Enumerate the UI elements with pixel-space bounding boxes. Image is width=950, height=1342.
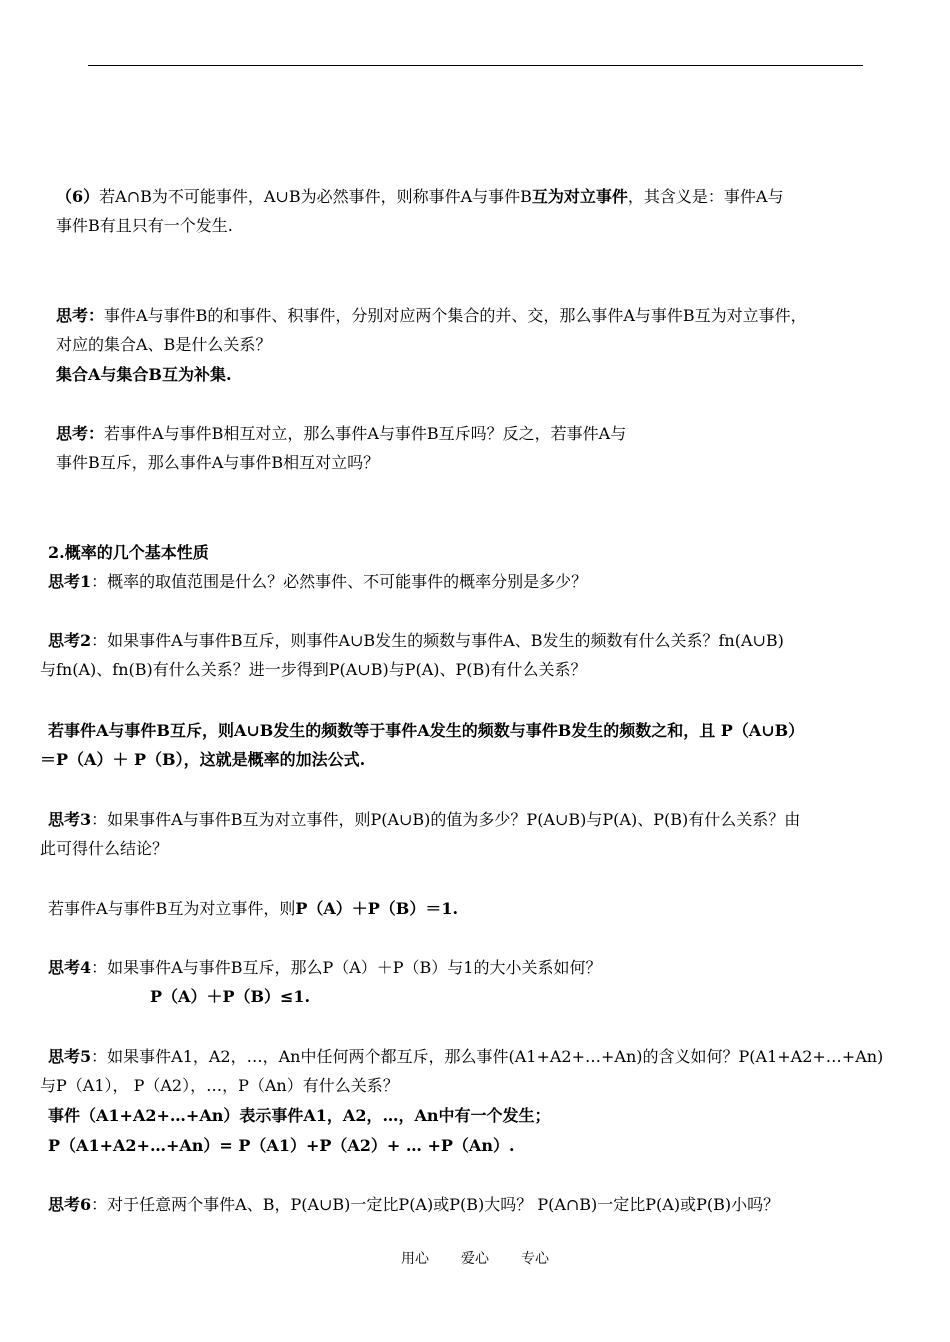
think5-answer1: 事件（A1+A2+…+An）表示事件A1，A2，…，An中有一个发生；: [48, 1106, 551, 1125]
think-complement-answer: 集合A与集合B互为补集.: [56, 365, 232, 384]
complement-formula: P（A）＋P（B）＝1.: [295, 899, 459, 918]
think5-label: 思考5: [48, 1047, 92, 1066]
addition-rule-line1: 若事件A与事件B互斥，则A∪B发生的频数等于事件A发生的频数与事件B发生的频数之和，且 P（A∪B）: [48, 721, 805, 740]
p6-line1: （6）若A∩B为不可能事件，A∪B为必然事件，则称事件A与事件B互为对立事件，其含义是：事件A与: [56, 187, 784, 206]
think3-answer: 若事件A与事件B互为对立事件，则P（A）＋P（B）＝1.: [48, 899, 459, 918]
footer-word: 爱心: [461, 1251, 489, 1267]
think2-label: 思考2: [48, 631, 92, 650]
think2-line2: 与fn(A)、fn(B)有什么关系？进一步得到P(A∪B)与P(A)、P(B)有什么关系？: [40, 660, 587, 679]
section-heading: 2.概率的几个基本性质: [48, 543, 209, 562]
think-label: 思考：: [56, 424, 105, 443]
think3-line1: 思考3：如果事件A与事件B互为对立事件，则P(A∪B)的值为多少？P(A∪B)与P(A)、P(B)有什么关系？由: [48, 810, 801, 829]
think3-label: 思考3: [48, 810, 92, 829]
think5-answer2: P（A1+A2+…+An）= P（A1）+P（A2）+ … +P（An）.: [48, 1136, 515, 1155]
think4: 思考4：如果事件A与事件B互斥，那么P（A）＋P（B）与1的大小关系如何？: [48, 958, 602, 977]
think6: 思考6：对于任意两个事件A、B，P(A∪B)一定比P(A)或P(B)大吗？ P(A∩B)一定比P(A)或P(B)小吗？: [48, 1195, 780, 1214]
header-rule: [88, 65, 863, 66]
think-label: 思考：: [56, 306, 105, 325]
think1-label: 思考1: [48, 572, 92, 591]
think-complement-line1: 思考：事件A与事件B的和事件、积事件，分别对应两个集合的并、交，那么事件A与事件B互为对立事件，: [56, 306, 807, 325]
think4-answer: P（A）＋P（B）≤1.: [150, 987, 311, 1006]
p6-line2: 事件B有且只有一个发生.: [56, 216, 233, 235]
think6-label: 思考6: [48, 1195, 92, 1214]
addition-rule-line2: ＝P（A）＋ P（B），这就是概率的加法公式.: [40, 750, 366, 769]
term-opposite-events: 互为对立事件: [531, 187, 628, 206]
think3-line2: 此可得什么结论？: [40, 839, 169, 858]
footer-word: 专心: [521, 1251, 549, 1267]
think1: 思考1：概率的取值范围是什么？必然事件、不可能事件的概率分别是多少？: [48, 572, 588, 591]
p6-label: （6）: [56, 187, 100, 206]
footer-word: 用心: [401, 1251, 429, 1267]
think5-line1: 思考5：如果事件A1，A2，…，An中任何两个都互斥，那么事件(A1+A2+…+An)的含义如何？P(A1+A2+…+An): [48, 1047, 884, 1066]
think-opposite-line1: 思考：若事件A与事件B相互对立，那么事件A与事件B互斥吗？反之，若事件A与: [56, 424, 627, 443]
page-footer: [0, 1248, 950, 1268]
think5-line2: 与P（A1）， P（A2），…，P（An）有什么关系？: [40, 1076, 399, 1095]
think4-label: 思考4: [48, 958, 92, 977]
think-complement-line2: 对应的集合A、B是什么关系？: [56, 335, 272, 354]
think-opposite-line2: 事件B互斥，那么事件A与事件B相互对立吗？: [56, 453, 380, 472]
think2-line1: 思考2：如果事件A与事件B互斥，则事件A∪B发生的频数与事件A、B发生的频数有什么关系？fn(A∪B): [48, 631, 784, 650]
